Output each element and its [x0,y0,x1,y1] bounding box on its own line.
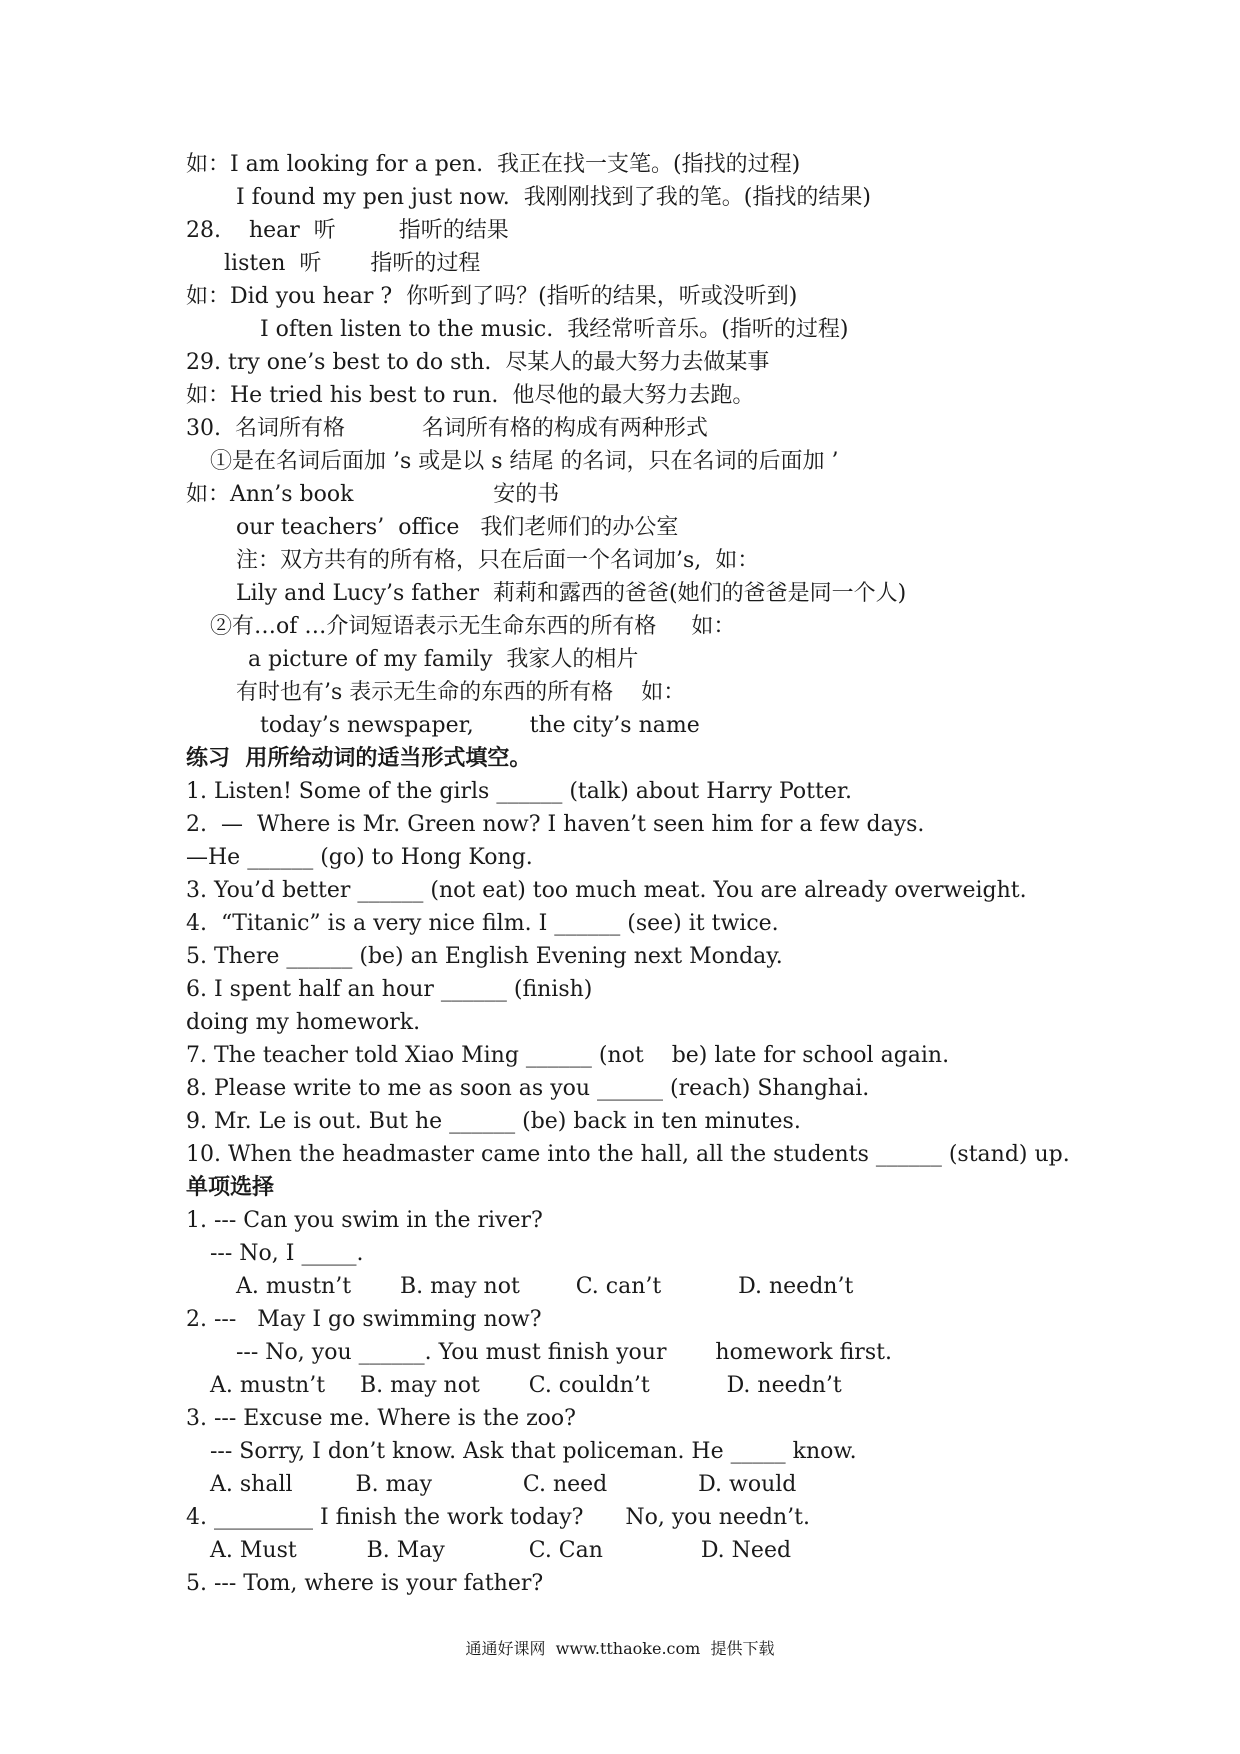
text-line: ①是在名词后面加 ’s 或是以 s 结尾 的名词，只在名词的后面加 ’ [210,449,839,474]
answer-options: A. shall B. may C. need D. would [210,1472,797,1497]
answer-options: A. Must B. May C. Can D. Need [210,1538,792,1563]
text-line: 如：He tried his best to run. 他尽他的最大努力去跑。 [186,383,755,408]
text-line: 如：I am looking for a pen. 我正在找一支笔。(指找的过程) [186,152,801,177]
exercise-item: doing my homework. [186,1010,421,1035]
text-line: 如：Did you hear ? 你听到了吗？(指听的结果，听或没听到) [186,284,798,309]
question-item: 4. _________ I finish the work today? No, you needn’t. [186,1505,811,1530]
text-line: listen 听 指听的过程 [224,251,481,276]
exercise-item: 9. Mr. Le is out. But he ______ (be) back in ten minutes. [186,1109,801,1134]
question-item: --- No, I _____. [210,1241,364,1266]
text-line: 29. try one’s best to do sth. 尽某人的最大努力去做某事 [186,350,770,375]
exercise-item: 4. “Titanic” is a very nice film. I ______ (see) it twice. [186,911,779,936]
exercise-item: 2. — Where is Mr. Green now? I haven’t seen him for a few days. [186,812,925,837]
exercise-item: 8. Please write to me as soon as you ______ (reach) Shanghai. [186,1076,870,1101]
text-line: I found my pen just now. 我刚刚找到了我的笔。(指找的结果) [236,185,871,210]
exercise-item: 5. There ______ (be) an English Evening next Monday. [186,944,783,969]
section-heading: 单项选择 [186,1175,275,1200]
question-item: 5. --- Tom, where is your father? [186,1571,544,1596]
exercise-item: —He ______ (go) to Hong Kong. [186,845,533,870]
question-item: --- No, you ______. You must finish your homework first. [236,1340,892,1365]
text-line: Lily and Lucy’s father 莉莉和露西的爸爸(她们的爸爸是同一个人) [236,581,907,606]
text-line: 30. 名词所有格 名词所有格的构成有两种形式 [186,416,708,441]
question-item: 3. --- Excuse me. Where is the zoo? [186,1406,576,1431]
text-line: today’s newspaper, the city’s name [260,713,700,738]
answer-options: A. mustn’t B. may not C. couldn’t D. needn’t [210,1373,842,1398]
page-footer: 通通好课网 www.tthaoke.com 提供下载 [465,1639,775,1658]
text-line: 有时也有’s 表示无生命的东西的所有格 如： [236,680,686,705]
exercise-item: 10. When the headmaster came into the hall, all the students ______ (stand) up. [186,1142,1070,1167]
question-item: 1. --- Can you swim in the river? [186,1208,543,1233]
text-line: 注：双方共有的所有格，只在后面一个名词加’s, 如： [236,548,760,573]
section-heading: 练习 用所给动词的适当形式填空。 [186,746,532,771]
text-line: our teachers’ office 我们老师们的办公室 [236,515,679,540]
text-line: ②有…of …介词短语表示无生命东西的所有格 如： [210,614,736,639]
question-item: --- Sorry, I don’t know. Ask that policeman. He _____ know. [210,1439,857,1464]
text-line: 如：Ann’s book 安的书 [186,482,560,507]
text-line: a picture of my family 我家人的相片 [248,647,639,672]
text-line: I often listen to the music. 我经常听音乐。(指听的过程) [260,317,849,342]
exercise-item: 7. The teacher told Xiao Ming ______ (not be) late for school again. [186,1043,950,1068]
exercise-item: 6. I spent half an hour ______ (finish) [186,977,593,1002]
answer-options: A. mustn’t B. may not C. can’t D. needn’t [236,1274,854,1299]
exercise-item: 1. Listen! Some of the girls ______ (talk) about Harry Potter. [186,779,852,804]
exercise-item: 3. You’d better ______ (not eat) too much meat. You are already overweight. [186,878,1027,903]
text-line: 28. hear 听 指听的结果 [186,218,509,243]
question-item: 2. --- May I go swimming now? [186,1307,542,1332]
